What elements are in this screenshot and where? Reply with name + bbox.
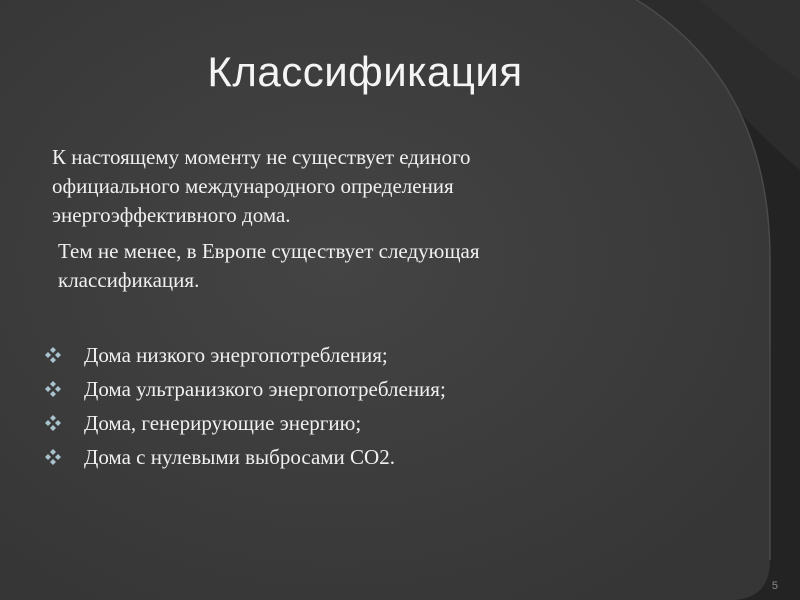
intro-paragraph-1 — [52, 143, 652, 230]
diamond-ornament-icon — [44, 414, 62, 432]
list-item — [44, 406, 446, 440]
classification-list — [44, 338, 446, 474]
list-item-text: Дома низкого энергопотребления; — [84, 343, 388, 367]
list-item — [44, 372, 446, 406]
intro-line: классификация. — [58, 268, 200, 292]
list-item — [44, 440, 446, 474]
intro-line: энергоэффективного дома. — [52, 203, 291, 227]
intro-paragraph-2 — [52, 237, 652, 295]
slide-title: Классификация — [207, 48, 523, 95]
intro-line: Тем не менее, в Европе существует следующая — [58, 239, 480, 263]
page-number: 5 — [771, 580, 778, 592]
intro-text — [52, 143, 652, 295]
list-item — [44, 338, 446, 372]
list-item-text: Дома, генерирующие энергию; — [84, 411, 362, 435]
list-item-text: Дома ультранизкого энергопотребления; — [84, 377, 446, 401]
diamond-ornament-icon — [44, 346, 62, 364]
intro-line: К настоящему моменту не существует единого — [52, 145, 471, 169]
list-item-text: Дома с нулевыми выбросами СО2. — [84, 445, 395, 469]
diamond-ornament-icon — [44, 380, 62, 398]
diamond-ornament-icon — [44, 448, 62, 466]
intro-line: официального международного определения — [52, 174, 454, 198]
